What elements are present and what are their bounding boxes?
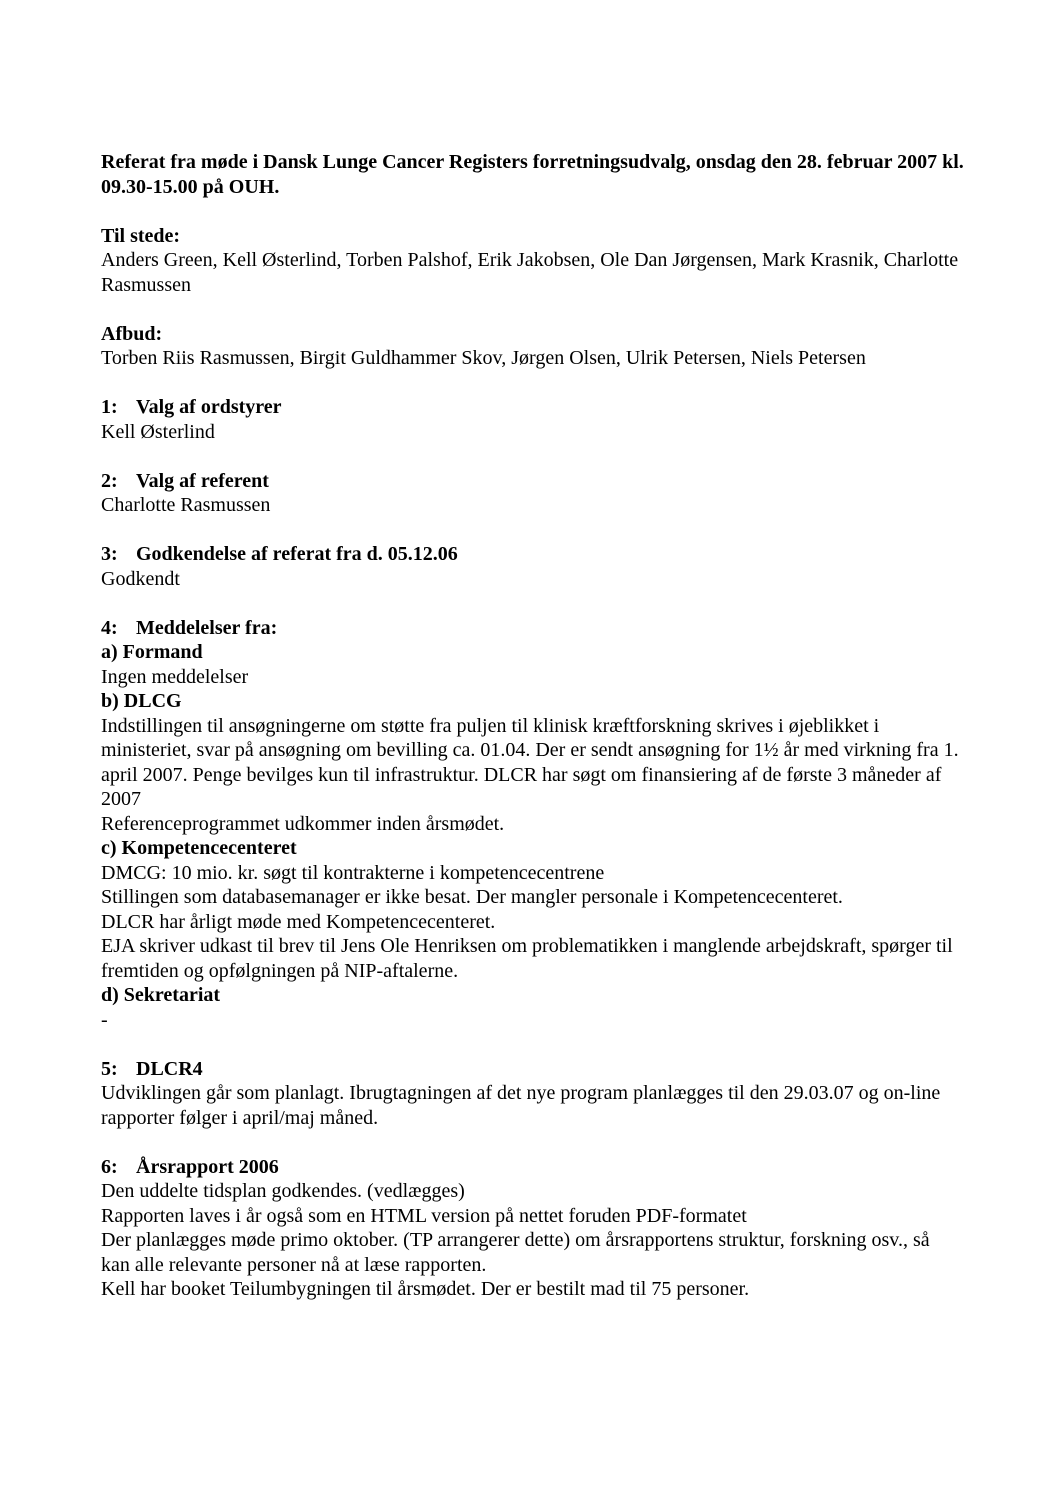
- item-5-heading: [101, 1057, 1001, 1082]
- item-6-title: Årsrapport 2006: [136, 1155, 279, 1178]
- item-4d-heading: d) Sekretariat: [101, 984, 221, 1006]
- spacer: [101, 371, 1001, 396]
- item-2-number: 2:: [101, 469, 118, 492]
- item-1-number: 1:: [101, 396, 118, 418]
- item-2-heading: [101, 469, 1001, 494]
- item-4-number: 4:: [101, 616, 118, 639]
- absent-list: Torben Riis Rasmussen, Birgit Guldhammer Skov, Jørgen Olsen, Ulrik Petersen, Niels Petersen: [101, 347, 866, 369]
- item-4c-text-3: DLCR har årligt møde med Kompetencecenteret.: [101, 910, 496, 933]
- spacer: [101, 591, 1001, 616]
- attendees-list: Anders Green, Kell Østerlind, Torben Palshof, Erik Jakobsen, Ole Dan Jørgensen, Mark Krasnik, Charlotte Rasmussen: [101, 249, 959, 296]
- item-6-text-2: Rapporten laves i år også som en HTML version på nettet foruden PDF-formatet: [101, 1204, 747, 1227]
- item-2-text: Charlotte Rasmussen: [101, 494, 271, 516]
- item-6-number: 6:: [101, 1155, 118, 1178]
- item-4b-text-1: Indstillingen til ansøgningerne om støtte fra puljen til klinisk kræftforskning skrives i øjeblikket i ministeriet, svar på ansøgning om bevilling ca. 01.04. Der er sendt ansøgning for 1½ år med virkning fra 1. april 2007. Penge bevilges kun til infrastruktur. DLCR har søgt om finansiering af de første 3 måneder af 2007: [101, 714, 959, 810]
- spacer: [101, 444, 1001, 469]
- item-1-title: Valg af ordstyrer: [136, 396, 282, 418]
- item-2-title: Valg af referent: [136, 469, 269, 492]
- spacer: [101, 1032, 1001, 1057]
- item-4c-heading: c) Kompetencecenteret: [101, 837, 297, 859]
- item-5-number: 5:: [101, 1057, 118, 1080]
- item-4a-text: Ingen meddelelser: [101, 665, 249, 688]
- item-4-heading: [101, 616, 1001, 641]
- item-6-heading: [101, 1155, 1001, 1180]
- item-3-number: 3:: [101, 543, 118, 565]
- item-4a-heading: a) Formand: [101, 641, 203, 663]
- item-4b-text-2: Referenceprogrammet udkommer inden årsmødet.: [101, 812, 505, 835]
- item-3-text: Godkendt: [101, 567, 180, 590]
- item-1-text: Kell Østerlind: [101, 420, 215, 443]
- item-4c-text-1: DMCG: 10 mio. kr. søgt til kontrakterne i kompetencecentrene: [101, 861, 605, 884]
- item-3-heading: [101, 542, 1001, 567]
- item-3-title: Godkendelse af referat fra d. 05.12.06: [136, 543, 458, 565]
- item-4b-heading: b) DLCG: [101, 690, 182, 712]
- spacer: [101, 1130, 1001, 1155]
- item-6-text-3: Der planlægges møde primo oktober. (TP arrangerer dette) om årsrapportens struktur, forskning osv., så kan alle relevante personer nå at læse rapporten.: [101, 1229, 930, 1276]
- spacer: [101, 297, 1001, 322]
- item-6-text-1: Den uddelte tidsplan godkendes. (vedlægges): [101, 1180, 465, 1202]
- document-page: [101, 150, 1001, 1302]
- spacer: [101, 199, 1001, 224]
- item-5-text: Udviklingen går som planlagt. Ibrugtagningen af det nye program planlægges til den 29.03.07 og on-line rapporter følger i april/maj måned.: [101, 1082, 941, 1129]
- spacer: [101, 518, 1001, 543]
- document-title: Referat fra møde i Dansk Lunge Cancer Registers forretningsudvalg, onsdag den 28. februar 2007 kl. 09.30-15.00 på OUH.: [101, 151, 964, 198]
- item-5-title: DLCR4: [136, 1057, 203, 1080]
- item-4-title: Meddelelser fra:: [136, 616, 278, 639]
- absent-heading: Afbud:: [101, 322, 163, 345]
- item-6-text-4: Kell har booket Teilumbygningen til årsmødet. Der er bestilt mad til 75 personer.: [101, 1278, 750, 1300]
- item-4c-text-4: EJA skriver udkast til brev til Jens Ole Henriksen om problematikken i manglende arbejdskraft, spørger til fremtiden og opfølgningen på NIP-aftalerne.: [101, 935, 953, 982]
- item-4d-text: -: [101, 1008, 108, 1031]
- item-1-heading: [101, 395, 1001, 420]
- item-4c-text-2: Stillingen som databasemanager er ikke besat. Der mangler personale i Kompetencecenteret.: [101, 886, 843, 908]
- attendees-heading: Til stede:: [101, 224, 181, 247]
